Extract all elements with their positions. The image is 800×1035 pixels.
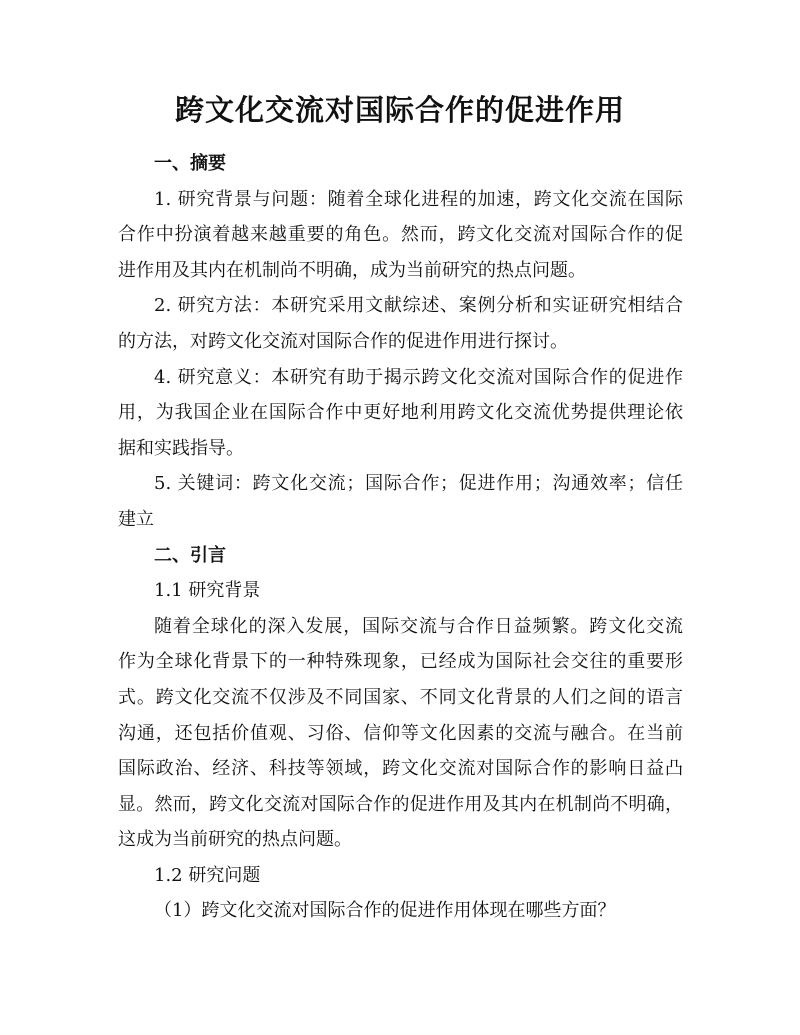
document-title: 跨文化交流对国际合作的促进作用 <box>174 93 625 127</box>
section-heading-abstract: 一、摘要 <box>154 153 226 174</box>
subsection-heading-research-questions: 1.2 研究问题 <box>154 864 261 886</box>
abstract-item-method <box>118 288 683 359</box>
paragraph-line: 进作用及其内在机制尚不明确，成为当前研究的热点问题。 <box>118 259 586 281</box>
paragraph-line: 随着全球化的深入发展，国际交流与合作日益频繁。跨文化交流 <box>154 615 683 637</box>
paragraph-line: 2. 研究方法：本研究采用文献综述、案例分析和实证研究相结合 <box>154 295 683 317</box>
paragraph-line: 显。然而，跨文化交流对国际合作的促进作用及其内在机制尚不明确， <box>118 793 683 815</box>
subsection-heading-background: 1.1 研究背景 <box>154 580 261 602</box>
paragraph-line: 沟通，还包括价值观、习俗、信仰等文化因素的交流与融合。在当前 <box>118 722 683 744</box>
paragraph-line: 这成为当前研究的热点问题。 <box>118 829 352 851</box>
paragraph-line: 国际政治、经济、科技等领域，跨文化交流对国际合作的影响日益凸 <box>118 758 683 780</box>
abstract-item-background <box>118 182 683 289</box>
section-heading-introduction: 二、引言 <box>154 544 226 566</box>
paragraph-line: 用，为我国企业在国际合作中更好地利用跨文化交流优势提供理论依 <box>118 402 683 424</box>
paragraph-line: 5. 关键词：跨文化交流；国际合作；促进作用；沟通效率；信任 <box>154 473 683 495</box>
document-body <box>118 146 683 929</box>
abstract-item-significance <box>118 360 683 467</box>
paragraph-line: 作为全球化背景下的一种特殊现象，已经成为国际社会交往的重要形 <box>118 651 683 673</box>
paragraph-line: 据和实践指导。 <box>118 437 244 459</box>
paragraph-line: 1. 研究背景与问题：随着全球化进程的加速，跨文化交流在国际 <box>154 188 683 210</box>
abstract-item-keywords <box>118 466 683 537</box>
paragraph-line: 合作中扮演着越来越重要的角色。然而，跨文化交流对国际合作的促 <box>118 224 683 246</box>
paragraph-line: 式。跨文化交流不仅涉及不同国家、不同文化背景的人们之间的语言 <box>118 686 683 708</box>
research-question-1: （1）跨文化交流对国际合作的促进作用体现在哪些方面？ <box>154 900 616 922</box>
paragraph-line: 建立 <box>118 508 154 530</box>
background-paragraph <box>118 609 683 858</box>
paragraph-line: 4. 研究意义：本研究有助于揭示跨文化交流对国际合作的促进作 <box>154 366 683 388</box>
paragraph-line: 的方法，对跨文化交流对国际合作的促进作用进行探讨。 <box>118 330 568 352</box>
